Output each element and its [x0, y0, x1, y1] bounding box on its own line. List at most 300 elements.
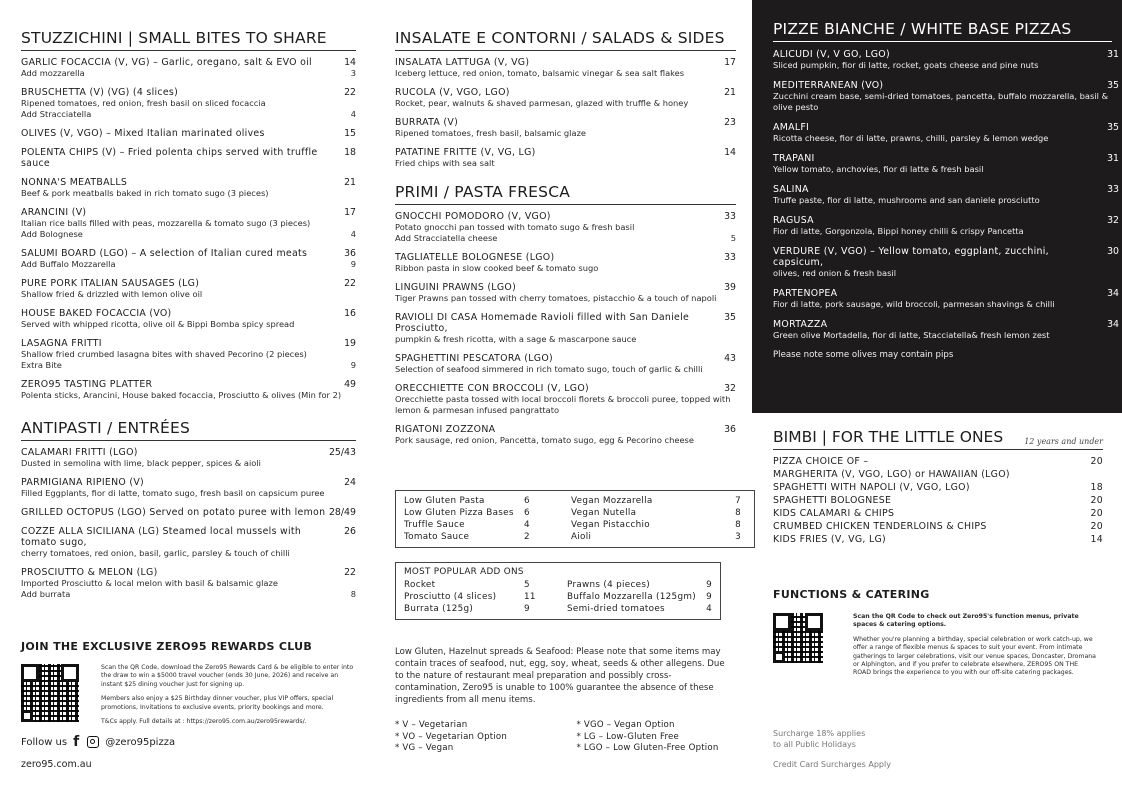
- surcharge-line-2: to all Public Holidays: [773, 739, 856, 749]
- menu-item-name: MORTAZZA: [773, 319, 828, 330]
- menu-item-name: PARMIGIANA RIPIENO (V): [21, 477, 145, 488]
- antipasti-list: [21, 447, 356, 600]
- kids-item-name: KIDS CALAMARI & CHIPS: [773, 508, 895, 519]
- menu-item-price: 39: [724, 282, 736, 293]
- kids-item-name: SPAGHETTI WITH NAPOLI (V, VGO, LGO): [773, 482, 970, 493]
- menu-item-extra: Add Stracciatella: [21, 109, 92, 119]
- menu-item-name: HOUSE BAKED FOCACCIA (VO): [21, 308, 172, 319]
- menu-item-extra: Add Bolognese: [21, 229, 83, 239]
- table-cell: Low Gluten Pasta: [404, 496, 485, 506]
- table-cell: Buffalo Mozzarella (125gm): [567, 592, 696, 602]
- menu-item-name: ARANCINI (V): [21, 207, 87, 218]
- menu-item: [773, 246, 1119, 279]
- menu-item-row: [773, 122, 1119, 133]
- menu-item-desc-row: [21, 578, 356, 589]
- legend-entry: * LG – Low-Gluten Free: [576, 731, 680, 742]
- menu-item-row: [773, 49, 1119, 60]
- surcharge-line-1: Surcharge 18% applies: [773, 729, 866, 738]
- menu-item: [395, 87, 736, 109]
- table-cell: 3: [735, 532, 741, 542]
- menu-item-desc-row: [773, 91, 1119, 113]
- menu-item-extra-price: 5: [730, 233, 736, 243]
- menu-item-desc-row: [21, 68, 356, 79]
- section-title-insalate: INSALATE E CONTORNI / SALADS & SIDES: [395, 29, 736, 51]
- menu-item-desc-row: [395, 334, 736, 345]
- menu-item-name: PROSCIUTTO & MELON (LG): [21, 567, 158, 578]
- menu-item-description: Served with whipped ricotta, olive oil & Bippi Bomba spicy spread: [21, 319, 295, 329]
- menu-item: [21, 147, 356, 169]
- menu-item-description: Selection of seafood simmered in rich tomato sugo, touch of garlic & chilli: [395, 364, 703, 374]
- menu-item-price: 25/43: [328, 447, 356, 458]
- table-cell: 6: [524, 508, 530, 518]
- menu-item-name: SPAGHETTINI PESCATORA (LGO): [395, 353, 553, 364]
- kids-item-price: 18: [1090, 482, 1103, 493]
- allergen-note: Low Gluten, Hazelnut spreads & Seafood: Please note that some items may contain traces of seafood, nut, egg, soy, wheat, seeds & other allegens. Due to the nature of restaurant meal preparation and possibly cross-contamination, Zero95 is unable to 100% guarantee the absence of these ingredients from all menu items.: [395, 647, 725, 705]
- menu-item-description: Italian rice balls filled with peas, mozzarella & tomato sugo (3 pieces): [21, 218, 311, 228]
- menu-item-row: [21, 177, 356, 188]
- menu-item-price: 26: [344, 526, 356, 537]
- legend-row: [395, 732, 736, 744]
- menu-item-description: Pork sausage, red onion, Pancetta, tomato sugo, egg & Pecorino cheese: [395, 435, 694, 445]
- menu-item: [395, 353, 736, 375]
- menu-item-row: [395, 117, 736, 128]
- menu-item-price: 14: [344, 57, 356, 68]
- menu-item-desc-row: [21, 349, 356, 360]
- menu-item-price: 33: [1107, 184, 1119, 195]
- menu-item-description: Imported Prosciutto & local melon with basil & balsamic glaze: [21, 578, 278, 588]
- menu-item: [395, 424, 736, 446]
- legend-entry: * VO – Vegetarian Option: [395, 731, 508, 742]
- menu-item-price: 32: [724, 383, 736, 394]
- menu-item-row: [21, 526, 356, 548]
- menu-item-name: AMALFI: [773, 122, 810, 133]
- table-cell: Tomato Sauce: [404, 532, 470, 542]
- menu-item-name: NONNA'S MEATBALLS: [21, 177, 128, 188]
- menu-item-price: 34: [1107, 319, 1119, 330]
- section-title-pizze: PIZZE BIANCHE / WHITE BASE PIZZAS: [773, 20, 1112, 42]
- menu-item-desc-row: [395, 293, 736, 304]
- table-row: [404, 579, 712, 591]
- menu-item-price: 18: [344, 147, 356, 158]
- menu-item-description: Potato gnocchi pan tossed with tomato sugo & fresh basil: [395, 222, 635, 232]
- menu-item-extra-price: 4: [350, 229, 356, 239]
- menu-item: [21, 278, 356, 300]
- table-row: [404, 591, 712, 603]
- menu-item-desc-row: [21, 458, 356, 469]
- functions-block: [773, 588, 1103, 678]
- section-title-stuzzichini: STUZZICHINI | SMALL BITES TO SHARE: [21, 29, 356, 51]
- table-row: [404, 519, 741, 531]
- menu-item-description: Zucchini cream base, semi-dried tomatoes, pancetta, buffalo mozzarella, basil & olive pesto: [773, 91, 1109, 112]
- menu-item-name: BURRATA (V): [395, 117, 459, 128]
- menu-item-price: 22: [344, 87, 356, 98]
- menu-item-price: 17: [724, 57, 736, 68]
- menu-item-name: RIGATONI ZOZZONA: [395, 424, 496, 435]
- menu-item-description: Filled Eggplants, fior di latte, tomato sugo, fresh basil on capsicum puree: [21, 488, 325, 498]
- menu-item-extra-price: 9: [350, 360, 356, 370]
- menu-item-price: 34: [1107, 288, 1119, 299]
- menu-item-row: [773, 153, 1119, 164]
- rewards-block: [21, 640, 356, 770]
- addons-title: MOST POPULAR ADD ONS: [404, 567, 524, 577]
- menu-item-name: OLIVES (V, VGO) – Mixed Italian marinated olives: [21, 128, 265, 139]
- column-middle: [395, 29, 741, 755]
- legend-entry: * LGO – Low Gluten-Free Option: [576, 743, 719, 753]
- section-title-bimbi: BIMBI | FOR THE LITTLE ONES: [773, 428, 1004, 446]
- kids-item-price: 20: [1090, 456, 1103, 467]
- menu-item-name: PURE PORK ITALIAN SAUSAGES (LG): [21, 278, 200, 289]
- table-cell: 9: [706, 580, 712, 590]
- menu-item-row: [395, 282, 736, 293]
- menu-item-extra: Extra Bite: [21, 360, 62, 370]
- rewards-text-2: Members also enjoy a $25 Birthday dinner voucher, plus VIP offers, special promotions, Invitations to exclusive events, priority bookings and more.: [101, 695, 334, 711]
- legend-row: [395, 720, 736, 732]
- menu-item-name: SALUMI BOARD (LGO) – A selection of Italian cured meats: [21, 248, 308, 259]
- table-cell: Vegan Mozzarella: [571, 496, 653, 506]
- menu-item-price: 22: [344, 567, 356, 578]
- table-cell: Prosciutto (4 slices): [404, 592, 497, 602]
- column-left: [21, 29, 356, 608]
- menu-item-name: ZERO95 TASTING PLATTER: [21, 379, 153, 390]
- table-cell: 7: [735, 496, 741, 506]
- menu-item-row: [21, 147, 356, 169]
- menu-item-row: [395, 57, 736, 68]
- functions-text-2: Whether you're planning a birthday, special celebration or work catch-up, we offer a range of flexible menus & spaces to suit your event. From intimate gatherings to larger celebrations, visit our venue spaces, Doncaster, Dromana or Alphington, and if you prefer to celebrate elsewhere, ZERO95 ON THE ROAD brings the experience to you with our off-site catering packages.: [853, 635, 1096, 677]
- menu-item-name: GARLIC FOCACCIA (V, VG) – Garlic, oregano, salt & EVO oil: [21, 57, 312, 68]
- menu-item-row: [773, 80, 1119, 91]
- menu-item-desc-row: [395, 394, 736, 416]
- instagram-icon[interactable]: [87, 736, 99, 748]
- menu-item: [21, 57, 356, 79]
- legend-entry: * VGO – Vegan Option: [576, 720, 675, 730]
- menu-item-price: 43: [724, 353, 736, 364]
- menu-item-row: [395, 147, 736, 158]
- menu-item-price: 35: [724, 312, 736, 323]
- menu-item-row: [395, 353, 736, 364]
- menu-item-price: 31: [1107, 49, 1119, 60]
- table-cell: Burrata (125g): [404, 604, 474, 614]
- kids-menu-item: [773, 455, 1103, 468]
- menu-item-desc-row: [773, 195, 1119, 206]
- functions-text-1: Scan the QR Code to check out Zero95's function menus, private spaces & catering options.: [853, 613, 1079, 629]
- menu-item-name: RAVIOLI DI CASA Homemade Ravioli filled with San Daniele Prosciutto,: [395, 312, 690, 334]
- menu-item-price: 35: [1107, 80, 1119, 91]
- menu-item-row: [21, 477, 356, 488]
- surcharge-block: [773, 729, 973, 771]
- menu-item-desc-row: [395, 222, 736, 233]
- menu-item-row: [21, 207, 356, 218]
- menu-item-desc-row: [773, 330, 1119, 341]
- menu-item-row: [773, 215, 1119, 226]
- menu-item-description: Polenta sticks, Arancini, House baked focaccia, Prosciutto & olives (Min for 2): [21, 390, 342, 400]
- menu-item-extra-price: 9: [350, 259, 356, 269]
- menu-item: [773, 319, 1119, 341]
- menu-item-desc-row: [773, 60, 1119, 71]
- kids-menu-item: [773, 507, 1103, 520]
- menu-item-description: Beef & pork meatballs baked in rich tomato sugo (3 pieces): [21, 188, 269, 198]
- bimbi-list: [773, 455, 1103, 546]
- menu-item-desc-row: [773, 164, 1119, 175]
- menu-item-extra-row: [21, 589, 356, 600]
- stuzzichini-list: [21, 57, 356, 401]
- menu-item-price: 15: [344, 128, 356, 139]
- functions-title: FUNCTIONS & CATERING: [773, 588, 930, 601]
- kids-item-name: SPAGHETTI BOLOGNESE: [773, 495, 892, 506]
- menu-item-price: 36: [724, 424, 736, 435]
- menu-item-description: Shallow fried & drizzled with lemon olive oil: [21, 289, 203, 299]
- menu-item-extra-row: [21, 360, 356, 371]
- menu-item: [395, 211, 736, 244]
- kids-item-name: CRUMBED CHICKEN TENDERLOINS & CHIPS: [773, 521, 987, 532]
- kids-item-name: KIDS FRIES (V, VG, LG): [773, 534, 887, 545]
- menu-item-price: 16: [344, 308, 356, 319]
- rewards-title: JOIN THE EXCLUSIVE ZERO95 REWARDS CLUB: [21, 640, 313, 653]
- kids-item-name: MARGHERITA (V, VGO, LGO) or HAWAIIAN (LGO): [773, 469, 1010, 480]
- menu-item-name: COZZE ALLA SICILIANA (LG) Steamed local mussels with tomato sugo,: [21, 526, 302, 548]
- instagram-handle[interactable]: @zero95pizza: [105, 736, 176, 748]
- menu-item: [21, 308, 356, 330]
- menu-item-description: Fried chips with sea salt: [395, 158, 495, 168]
- menu-item-name: CALAMARI FRITTI (LGO): [21, 447, 138, 458]
- menu-item-price: 32: [1107, 215, 1119, 226]
- menu-item-row: [21, 507, 356, 518]
- kids-item-price: 20: [1090, 495, 1103, 506]
- table-cell: 4: [706, 604, 712, 614]
- kids-menu-item: [773, 533, 1103, 546]
- menu-item: [395, 57, 736, 79]
- menu-item-name: VERDURE (V, VGO) – Yellow tomato, eggplant, zucchini, capsicum,: [773, 246, 1049, 268]
- menu-item-row: [21, 447, 356, 458]
- menu-item-desc-row: [395, 128, 736, 139]
- menu-item-description: Fior di latte, pork sausage, wild broccoli, parmesan shavings & chilli: [773, 299, 1055, 309]
- kids-menu-item: [773, 481, 1103, 494]
- insalate-list: [395, 57, 736, 169]
- menu-item-row: [21, 278, 356, 289]
- menu-item: [21, 526, 356, 559]
- kids-item-name: PIZZA CHOICE OF –: [773, 456, 869, 467]
- menu-item-row: [21, 128, 356, 139]
- menu-item-description: Ricotta cheese, fior di latte, prawns, chilli, parsley & lemon wedge: [773, 133, 1049, 143]
- menu-item-name: LASAGNA FRITTI: [21, 338, 102, 349]
- kids-item-price: 20: [1090, 521, 1103, 532]
- menu-item-name: PARTENOPEA: [773, 288, 838, 299]
- kids-menu-item: [773, 520, 1103, 533]
- menu-item: [21, 128, 356, 139]
- menu-item: [395, 312, 736, 345]
- menu-item-desc-row: [395, 263, 736, 274]
- menu-item-extra-row: [21, 229, 356, 240]
- menu-item-row: [21, 338, 356, 349]
- menu-item-description: Green olive Mortadella, fior di latte, Stacciatella& fresh lemon zest: [773, 330, 1050, 340]
- white-pizza-panel: [752, 0, 1122, 413]
- table-row: [404, 603, 712, 615]
- menu-item-row: [395, 383, 736, 394]
- menu-item-extra: Add Stracciatella cheese: [395, 233, 498, 243]
- table-cell: 11: [524, 592, 536, 602]
- legend-row: [395, 743, 736, 755]
- menu-item-row: [21, 308, 356, 319]
- menu-item-price: 22: [344, 278, 356, 289]
- table-cell: 8: [735, 508, 741, 518]
- menu-item-desc-row: [21, 548, 356, 559]
- menu-item: [395, 117, 736, 139]
- menu-item-description: Ribbon pasta in slow cooked beef & tomato sugo: [395, 263, 599, 273]
- menu-item-price: 19: [344, 338, 356, 349]
- menu-item-desc-row: [773, 133, 1119, 144]
- table-cell: Vegan Nutella: [571, 508, 637, 518]
- menu-item-description: olives, red onion & fresh basil: [773, 268, 897, 278]
- menu-item-price: 36: [344, 248, 356, 259]
- menu-item-description: Ripened tomatoes, fresh basil, balsamic glaze: [395, 128, 587, 138]
- menu-item-desc-row: [21, 319, 356, 330]
- menu-item-desc-row: [395, 68, 736, 79]
- menu-item-desc-row: [395, 435, 736, 446]
- menu-item-desc-row: [21, 488, 356, 499]
- menu-item-description: Iceberg lettuce, red onion, tomato, balsamic vinegar & sea salt flakes: [395, 68, 685, 78]
- menu-item-price: 17: [344, 207, 356, 218]
- facebook-icon[interactable]: f: [73, 734, 80, 751]
- menu-item-extra-price: 4: [350, 109, 356, 119]
- table-cell: Truffle Sauce: [404, 520, 465, 530]
- section-title-primi: PRIMI / PASTA FRESCA: [395, 183, 736, 205]
- menu-item-name: TAGLIATELLE BOLOGNESE (LGO): [395, 252, 555, 263]
- menu-item-extra-price: 3: [350, 68, 356, 78]
- menu-item-name: PATATINE FRITTE (V, VG, LG): [395, 147, 536, 158]
- menu-item-price: 49: [344, 379, 356, 390]
- table-cell: 9: [706, 592, 712, 602]
- extras-table: [404, 495, 741, 543]
- menu-item-row: [21, 567, 356, 578]
- menu-item-description: Shallow fried crumbed lasagna bites with shaved Pecorino (2 pieces): [21, 349, 307, 359]
- menu-item: [21, 567, 356, 600]
- menu-item-description: Truffe paste, fior di latte, mushrooms and san daniele prosciutto: [773, 195, 1040, 205]
- bimbi-age-note: 12 years and under: [1024, 437, 1103, 446]
- table-cell: Vegan Pistacchio: [571, 520, 650, 530]
- menu-item-description: Yellow tomato, anchovies, fior di latte & fresh basil: [773, 164, 984, 174]
- menu-item-row: [395, 312, 736, 334]
- rewards-qr-code[interactable]: [21, 664, 79, 722]
- olives-note: Please note some olives may contain pips: [773, 350, 954, 360]
- menu-item-description: Fior di latte, Gorgonzola, Bippi honey chilli & crispy Pancetta: [773, 226, 1024, 236]
- menu-item-description: Rocket, pear, walnuts & shaved parmesan, glazed with truffle & honey: [395, 98, 689, 108]
- menu-item: [21, 338, 356, 371]
- table-cell: 5: [524, 580, 530, 590]
- menu-item: [21, 207, 356, 240]
- menu-item-row: [773, 288, 1119, 299]
- menu-item-row: [773, 246, 1119, 268]
- menu-item-name: TRAPANI: [773, 153, 815, 164]
- menu-item-row: [21, 248, 356, 259]
- menu-item-price: 24: [344, 477, 356, 488]
- menu-item-description: cherry tomatoes, red onion, basil, garlic, parsley & touch of chilli: [21, 548, 290, 558]
- menu-item-name: ORECCHIETTE CON BROCCOLI (V, LGO): [395, 383, 589, 394]
- menu-item-description: pumpkin & fresh ricotta, with a sage & mascarpone sauce: [395, 334, 637, 344]
- menu-item-description: Dusted in semolina with lime, black pepper, spices & aioli: [21, 458, 261, 468]
- menu-item: [773, 215, 1119, 237]
- kids-menu-item: [773, 468, 1103, 481]
- menu-item-name: SALINA: [773, 184, 809, 195]
- menu-item-description: Orecchiette pasta tossed with local broccoli florets & broccoli puree, topped with lemon & parmesan infused pangrattato: [395, 394, 731, 415]
- menu-item-price: 21: [344, 177, 356, 188]
- menu-item-price: 33: [724, 252, 736, 263]
- menu-item-name: GNOCCHI POMODORO (V, VGO): [395, 211, 551, 222]
- menu-item: [773, 80, 1119, 113]
- menu-item-description: Add Buffalo Mozzarella: [21, 259, 116, 269]
- menu-item-extra: Add burrata: [21, 589, 71, 599]
- table-cell: 6: [524, 496, 530, 506]
- menu-item-row: [21, 379, 356, 390]
- menu-item: [395, 147, 736, 169]
- table-cell: Rocket: [404, 580, 436, 590]
- menu-item-desc-row: [21, 259, 356, 270]
- menu-item-price: 33: [724, 211, 736, 222]
- bimbi-block: [773, 428, 1103, 546]
- menu-item: [773, 49, 1119, 71]
- menu-item: [21, 177, 356, 199]
- menu-item-desc-row: [395, 98, 736, 109]
- menu-item-desc-row: [21, 289, 356, 300]
- menu-item-price: 14: [724, 147, 736, 158]
- menu-item-desc-row: [773, 226, 1119, 237]
- menu-item-price: 23: [724, 117, 736, 128]
- menu-item-name: RAGUSA: [773, 215, 814, 226]
- menu-item-price: 31: [1107, 153, 1119, 164]
- menu-item-name: GRILLED OCTOPUS (LGO) Served on potato puree with lemon: [21, 507, 326, 518]
- menu-item-extra-row: [395, 233, 736, 244]
- menu-item-desc-row: [21, 98, 356, 109]
- addons-box: [395, 562, 721, 620]
- menu-item-desc-row: [773, 299, 1119, 310]
- menu-item: [773, 184, 1119, 206]
- menu-item: [21, 87, 356, 120]
- rewards-text-1: Scan the QR Code, download the Zero95 Rewards Card & be eligible to enter into the draw to win a $5000 travel voucher (ends 30 June, 2026) and receive an instant $25 dining voucher just for signing up.: [101, 664, 354, 688]
- menu-item-name: RUCOLA (V, VGO, LGO): [395, 87, 510, 98]
- rewards-text-3: T&Cs apply. Full details at : https://zero95.com.au/zero95rewards/.: [101, 718, 307, 726]
- table-cell: 9: [524, 604, 530, 614]
- extras-box: [395, 490, 755, 548]
- menu-item-row: [395, 424, 736, 435]
- menu-item-desc-row: [21, 390, 356, 401]
- website-link[interactable]: zero95.com.au: [21, 759, 92, 771]
- menu-item-name: INSALATA LATTUGA (V, VG): [395, 57, 530, 68]
- menu-item-row: [395, 87, 736, 98]
- menu-item: [21, 379, 356, 401]
- menu-item-row: [773, 319, 1119, 330]
- menu-item-desc-row: [21, 188, 356, 199]
- menu-item-price: 21: [724, 87, 736, 98]
- menu-item-row: [21, 57, 356, 68]
- menu-item: [773, 153, 1119, 175]
- kids-menu-item: [773, 494, 1103, 507]
- functions-qr-code[interactable]: [773, 613, 823, 663]
- menu-item: [773, 122, 1119, 144]
- table-cell: Prawns (4 pieces): [567, 580, 650, 590]
- dietary-legend: [395, 720, 736, 755]
- menu-item-desc-row: [395, 364, 736, 375]
- table-cell: 8: [735, 520, 741, 530]
- addons-table: [404, 579, 712, 615]
- menu-item-description: Ripened tomatoes, red onion, fresh basil on sliced focaccia: [21, 98, 266, 108]
- menu-item-name: POLENTA CHIPS (V) – Fried polenta chips served with truffle sauce: [21, 147, 318, 169]
- table-cell: 2: [524, 532, 530, 542]
- menu-item: [773, 288, 1119, 310]
- table-cell: Aioli: [571, 532, 592, 542]
- menu-item-desc-row: [21, 218, 356, 229]
- menu-item: [21, 248, 356, 270]
- menu-item: [395, 252, 736, 274]
- table-cell: 4: [524, 520, 530, 530]
- kids-item-price: 20: [1090, 508, 1103, 519]
